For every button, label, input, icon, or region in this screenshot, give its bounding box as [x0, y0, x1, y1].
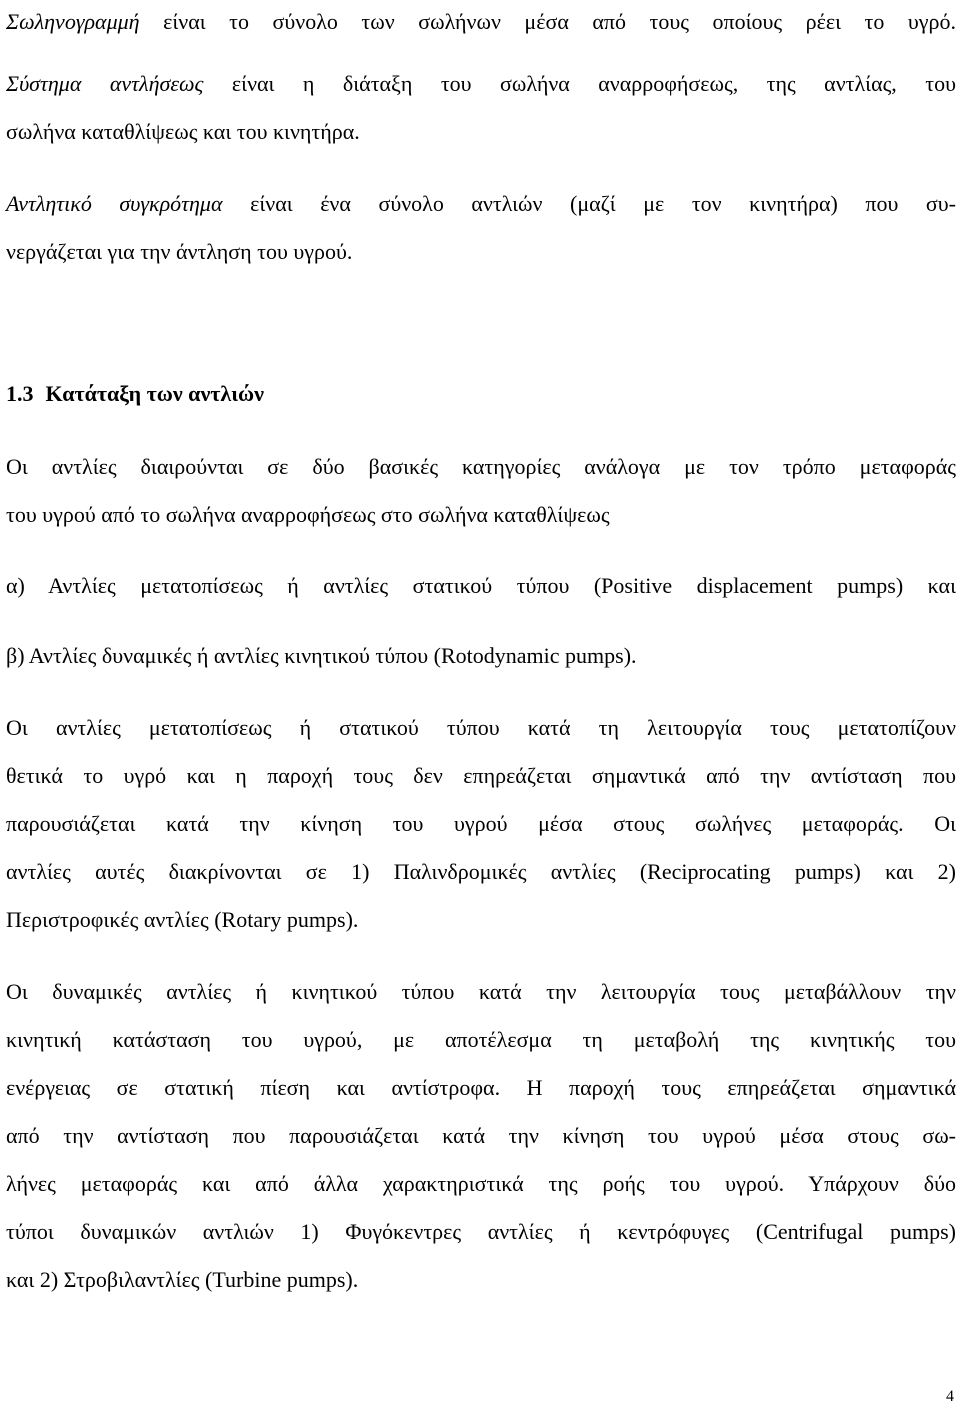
paragraph-dynamic-line-1: Οι δυναμικές αντλίες ή κινητικού τύπου κατά την λειτουργία τους μεταβάλλουν την — [6, 979, 956, 1004]
definition-hose — [6, 0, 956, 46]
definition-hose-text: είναι το σύνολο των σωλήνων μέσα από τους οποίους ρέει το υγρό. — [139, 9, 956, 34]
definition-hose-line — [6, 0, 956, 46]
paragraph-dynamic-line-6: τύποι δυναμικών αντλιών 1) Φυγόκεντρες αντλίες ή κεντρόφυγες (Centrifugal pumps) — [6, 1219, 956, 1244]
definition-system — [6, 60, 956, 156]
paragraph-type-a — [6, 562, 956, 610]
definition-system-line-2: σωλήνα καταθλίψεως και του κινητήρα. — [6, 119, 360, 144]
paragraph-positive-line-2: θετικά το υγρό και η παροχή τους δεν επηρεάζεται σημαντικά από την αντίσταση που — [6, 763, 956, 788]
paragraph-dynamic-line-2: κινητική κατάσταση του υγρού, με αποτέλεσμα τη μεταβολή της κινητικής του — [6, 1027, 956, 1052]
paragraph-intro-line-2: του υγρού από το σωλήνα αναρροφήσεως στο σωλήνα καταθλίψεως — [6, 502, 610, 527]
definition-group-line-1 — [6, 180, 956, 228]
paragraph-positive-line-3: παρουσιάζεται κατά την κίνηση του υγρού μέσα στους σωλήνες μεταφοράς. Οι — [6, 811, 956, 836]
paragraph-dynamic-line-5: λήνες μεταφοράς και από άλλα χαρακτηριστικά της ροής του υγρού. Υπάρχουν δύο — [6, 1171, 956, 1196]
paragraph-type-a-line: α) Αντλίες μετατοπίσεως ή αντλίες στατικού τύπου (Positive displacement pumps) και — [6, 573, 956, 598]
paragraph-dynamic-line-4: από την αντίσταση που παρουσιάζεται κατά την κίνηση του υγρού μέσα στους σω- — [6, 1123, 956, 1148]
section-heading — [6, 374, 264, 414]
paragraph-intro — [6, 443, 956, 539]
definition-group-line-2: νεργάζεται για την άντληση του υγρού. — [6, 239, 353, 264]
term-system: Σύστημα αντλήσεως — [6, 71, 204, 96]
term-hose: Σωληνογραμμή — [6, 9, 140, 34]
section-title: Κατάταξη των αντλιών — [45, 381, 264, 406]
definition-group — [6, 180, 956, 276]
definition-system-line-1 — [6, 60, 956, 108]
paragraph-positive-line-4: αντλίες αυτές διακρίνονται σε 1) Παλινδρομικές αντλίες (Reciprocating pumps) και 2) — [6, 859, 956, 884]
paragraph-positive-line-1: Οι αντλίες μετατοπίσεως ή στατικού τύπου κατά τη λειτουργία τους μετατοπίζουν — [6, 715, 956, 740]
paragraph-dynamic-line-7: και 2) Στροβιλαντλίες (Turbine pumps). — [6, 1267, 359, 1292]
definition-system-text-1: είναι η διάταξη του σωλήνα αναρροφήσεως, της αντλίας, του — [203, 71, 956, 96]
paragraph-type-b-line: β) Αντλίες δυναμικές ή αντλίες κινητικού τύπου (Rotodynamic pumps). — [6, 643, 637, 668]
paragraph-intro-line-1: Οι αντλίες διαιρούνται σε δύο βασικές κατηγορίες ανάλογα με τον τρόπο μεταφοράς — [6, 454, 956, 479]
term-group: Αντλητικό συγκρότημα — [6, 191, 223, 216]
section-number: 1.3 — [6, 381, 34, 406]
definition-group-text-1: είναι ένα σύνολο αντλιών (μαζί με τον κινητήρα) που συ- — [222, 191, 956, 216]
paragraph-dynamic-line-3: ενέργειας σε στατική πίεση και αντίστροφα. Η παροχή τους επηρεάζεται σημαντικά — [6, 1075, 956, 1100]
paragraph-positive-displacement — [6, 704, 956, 944]
paragraph-dynamic — [6, 968, 956, 1304]
page-number: 4 — [946, 1388, 954, 1405]
paragraph-type-b — [6, 632, 956, 680]
paragraph-positive-line-5: Περιστροφικές αντλίες (Rotary pumps). — [6, 907, 359, 932]
